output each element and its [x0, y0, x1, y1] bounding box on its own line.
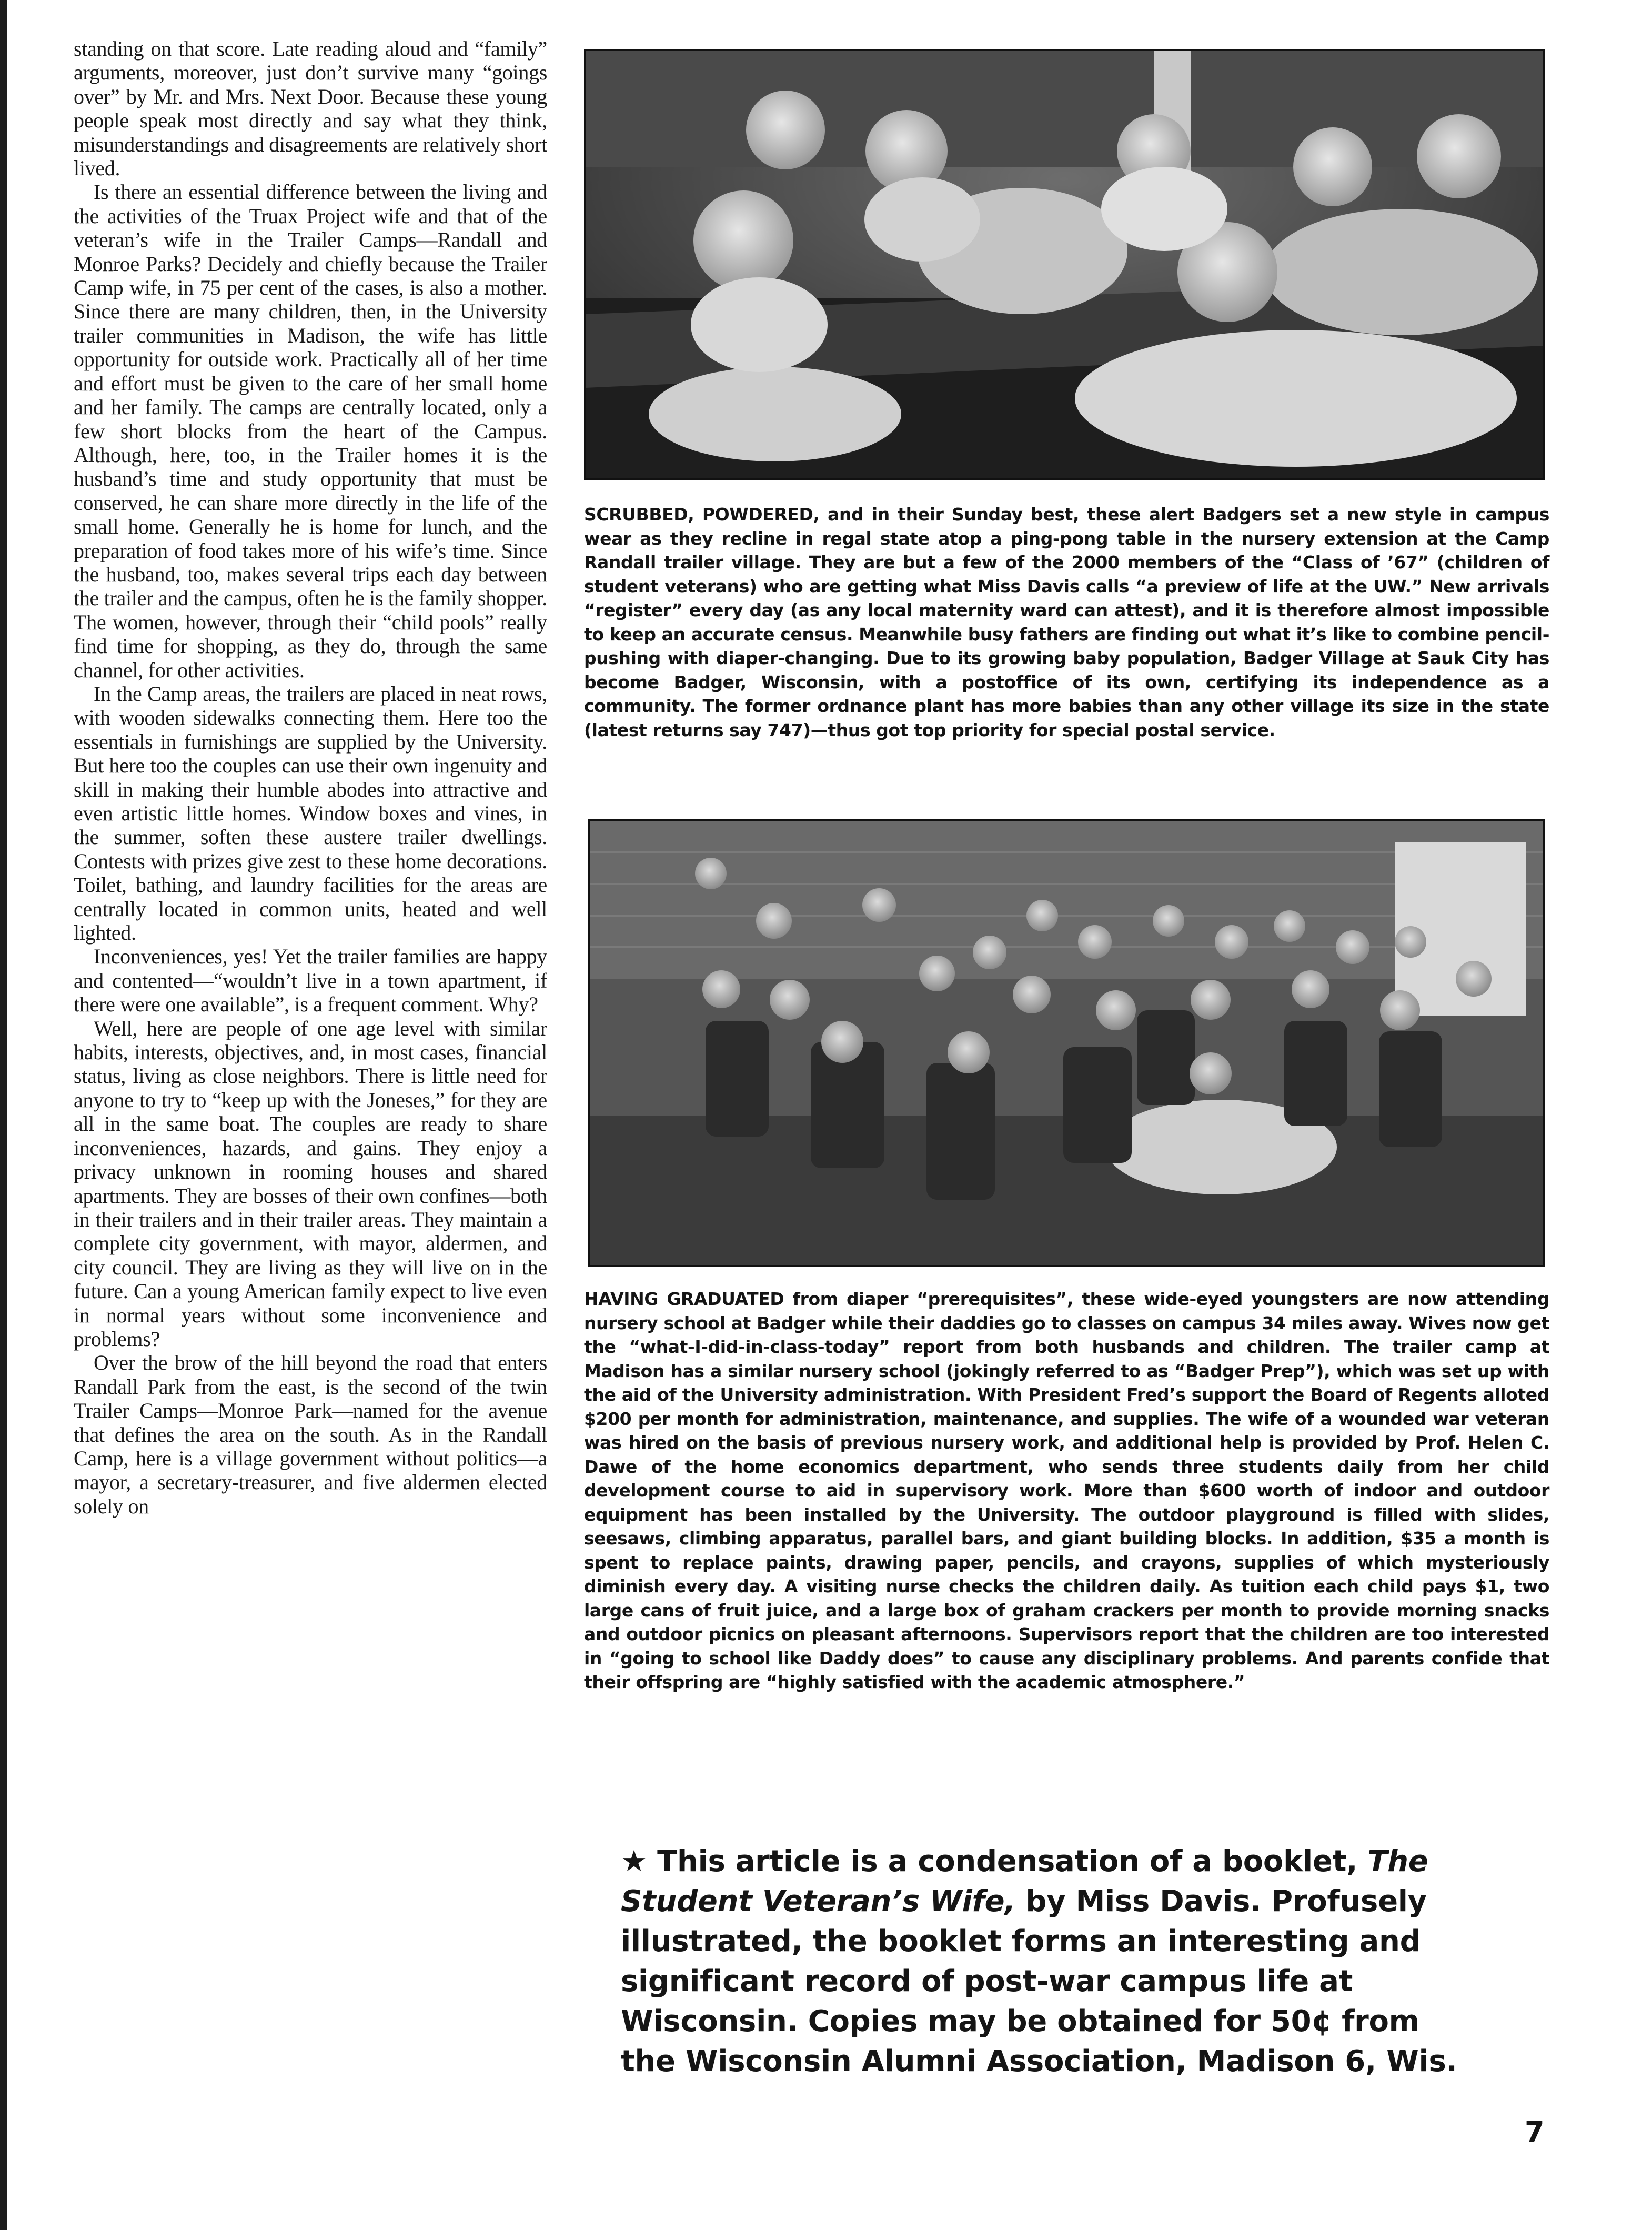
article-paragraph: standing on that score. Late reading aloud and “family” arguments, moreover, just don’t survive many “goings over” by Mr. and Mrs. Next Door. Because these young people speak most directly and say what they think, misunderstandings and disagreements are relatively short lived. [74, 37, 547, 180]
booklet-note [621, 1842, 1484, 2082]
nursery-school-photo [588, 819, 1545, 1267]
article-body-column [74, 37, 547, 2173]
article-paragraph: Well, here are people of one age level with similar habits, interests, objectives, and, in most cases, financial status, living as close neighbors. There is little need for anyone to try to “keep up with the Joneses,” for they are all in the same boat. The couples are ready to share inconveniences, hazards, and gains. They enjoy a privacy unknown in rooming houses and shared apartments. They are bosses of their own confines—both in their trailers and in their trailer areas. They maintain a complete city government, with mayor, aldermen, and city council. They are living as they will live on in the future. Can a young American family expect to live even in normal years without some inconvenience and problems? [74, 1016, 547, 1351]
article-paragraph: Inconveniences, yes! Yet the trailer families are happy and contented—“wouldn’t live in a town apartment, if there were one available”, is a frequent comment. Why? [74, 945, 547, 1017]
page-number: 7 [1525, 2115, 1545, 2148]
nursery-school-illustration [590, 821, 1543, 1265]
article-paragraph: Over the brow of the hill beyond the road that enters Randall Park from the east, is the second of the twin Trailer Camps—Monroe Park—named for the avenue that defines the area on the south. As in the Randall Camp, here is a village government without politics—a mayor, a secretary-treasurer, and five aldermen elected solely on [74, 1351, 547, 1518]
star-icon: ★ [621, 1844, 647, 1879]
note-text-after: by Miss Davis. Profusely illustrated, the booklet forms an interesting and significant record of post-war campus life at Wisconsin. Copies may be obtained for 50¢ from the Wisconsin Alumni Association, Madison 6, Wis. [621, 1884, 1457, 2078]
caption-body: from diaper “prerequisites”, these wide-eyed youngsters are now attending nursery school at Badger while their daddies go to classes on campus 34 miles away. Wives now get the “what-I-did-in-class-today” report from both husbands and children. The trailer camp at Madison has a similar nursery school (jokingly referred to as “Badger Prep”), which was set up with the aid of the University administration. With President Fred’s support the Board of Regents alloted $200 per month for administration, maintenance, and supplies. The wife of a wounded war veteran was hired on the basis of previous nursery work, and additional help is provided by Prof. Helen C. Dawe of the home economics department, who sends three students daily from her child development course to aid in supervisory work. More than $600 worth of indoor and outdoor equipment has been installed by the University. The outdoor playground is filled with slides, seesaws, climbing apparatus, parallel bars, and giant building blocks. In addition, $35 a month is spent to replace paints, drawing paper, pencils, and crayons, supplies of which mysteriously diminish every day. A visiting nurse checks the children daily. As tuition each child pays $1, two large cans of fruit juice, and a large box of graham crackers per month to provide morning snacks and outdoor picnics on pleasant afternoons. Supervisors report that the children are too interested in “going to school like Daddy does” to cause any disciplinary problems. And parents confide that their offspring are “highly satisfied with the academic atmosphere.” [584, 1289, 1549, 1692]
babies-photo-caption [584, 503, 1549, 797]
caption-body: and in their Sunday best, these alert Badgers set a new style in campus wear as they recline in regal state atop a ping-pong table in the nursery extension at the Camp Randall trailer village. They are but a few of the 2000 members of the “Class of ’67” (children of student veterans) who are getting what Miss Davis calls “a preview of life at the UW.” New arrivals “register” every day (as any local maternity ward can attest), and it is therefore almost impossible to keep an accurate census. Meanwhile busy fathers are finding out what it’s like to combine pencil-pushing with diaper-changing. Due to its growing baby population, Badger Village at Sauk City has become Badger, Wisconsin, with a postoffice of its own, certifying its independence as a community. The former ordnance plant has more babies than any other village its size in the state (latest returns say 747)—thus got top priority for special postal service. [584, 504, 1549, 740]
caption-lead: SCRUBBED, POWDERED, [584, 504, 820, 525]
booklet-title: The Student Veteran’s Wife, [621, 1844, 1428, 1918]
babies-photo [584, 49, 1545, 480]
article-paragraph: In the Camp areas, the trailers are placed in neat rows, with wooden sidewalks connecting them. Here too the essentials in furnishings are supplied by the University. But here too the couples can use their own ingenuity and skill in making their humble abodes into attractive and even artistic little homes. Window boxes and vines, in the summer, soften these austere trailer dwellings. Contests with prizes give zest to these home decorations. Toilet, bathing, and laundry facilities for the areas are centrally located in common units, heated and well lighted. [74, 681, 547, 945]
babies-photo-illustration [586, 51, 1543, 478]
nursery-photo-caption [584, 1287, 1549, 1803]
scan-left-edge [0, 0, 7, 2230]
caption-lead: HAVING GRADUATED [584, 1289, 784, 1309]
article-paragraph: Is there an essential difference between the living and the activities of the Truax Project wife and that of the veteran’s wife in the Trailer Camps—Randall and Monroe Parks? Decidely and chiefly because the Trailer Camp wife, in 75 per cent of the cases, is also a mother. Since there are many children, then, in the University trailer communities in Madison, the wife has little opportunity for outside work. Practically all of her time and effort must be given to the care of her small home and her family. The camps are centrally located, only a few short blocks from the heart of the Campus. Although, here, too, in the Trailer homes it is the husband’s time and study opportunity that must be conserved, he can share more directly in the life of the small home. Generally he is home for lunch, and the preparation of food takes more of his wife’s time. Since the husband, too, makes several trips each day between the trailer and the campus, often he is the family shopper. The women, however, through their “child pools” really find time for shopping, as they do, through the same channel, for other activities. [74, 180, 547, 682]
note-text-before: This article is a condensation of a booklet, [647, 1844, 1368, 1879]
